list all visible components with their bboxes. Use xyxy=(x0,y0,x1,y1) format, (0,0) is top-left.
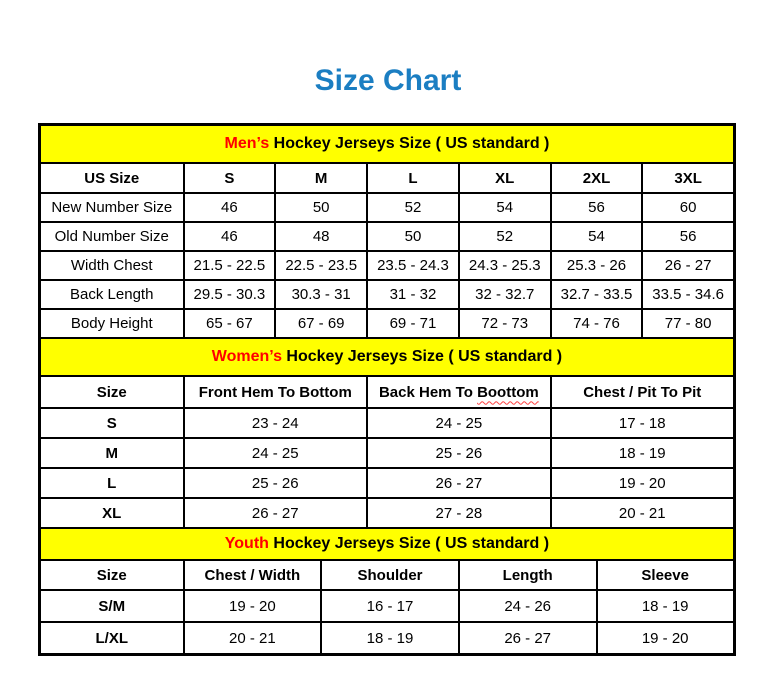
mens-band-rest: Hockey Jerseys Size ( US standard ) xyxy=(269,135,550,152)
table-cell: 52 xyxy=(459,222,551,251)
table-cell: 26 - 27 xyxy=(184,498,368,528)
table-cell: 29.5 - 30.3 xyxy=(184,280,276,309)
table-row xyxy=(40,622,735,655)
column-header: Sleeve xyxy=(597,560,735,590)
page-title: Size Chart xyxy=(314,64,462,97)
column-header: S xyxy=(184,163,276,193)
table-cell: 54 xyxy=(551,222,643,251)
table-cell: 54 xyxy=(459,193,551,222)
womens-band-highlight: Women’s xyxy=(211,348,282,365)
womens-band-cell xyxy=(40,338,735,376)
table-cell: 24 - 25 xyxy=(367,408,551,438)
table-cell: 24 - 25 xyxy=(184,438,368,468)
table-cell: 20 - 21 xyxy=(551,498,735,528)
row-label: Width Chest xyxy=(40,251,184,280)
table-cell: 46 xyxy=(184,193,276,222)
table-cell: 22.5 - 23.5 xyxy=(275,251,367,280)
row-label: L/XL xyxy=(40,622,184,655)
row-label: Body Height xyxy=(40,309,184,338)
row-label: XL xyxy=(40,498,184,528)
mens-section-header xyxy=(40,125,735,194)
table-cell: 77 - 80 xyxy=(642,309,734,338)
mens-band-row xyxy=(40,125,735,164)
table-cell: 69 - 71 xyxy=(367,309,459,338)
table-cell: 65 - 67 xyxy=(184,309,276,338)
womens-band-row xyxy=(40,338,735,376)
column-header: Chest / Width xyxy=(184,560,322,590)
youth-header-row xyxy=(40,560,735,590)
table-cell: 24.3 - 25.3 xyxy=(459,251,551,280)
column-header-prefix: Back Hem To xyxy=(378,383,478,401)
row-label: Old Number Size xyxy=(40,222,184,251)
mens-table-body xyxy=(40,193,735,338)
row-label: Back Length xyxy=(40,280,184,309)
row-label: S/M xyxy=(40,590,184,622)
youth-band-rest: Hockey Jerseys Size ( US standard ) xyxy=(268,535,550,552)
table-cell: 25 - 26 xyxy=(367,438,551,468)
womens-band-rest: Hockey Jerseys Size ( US standard ) xyxy=(281,348,563,365)
table-cell: 30.3 - 31 xyxy=(275,280,367,309)
table-cell: 20 - 21 xyxy=(184,622,322,655)
column-header: Size xyxy=(40,560,184,590)
table-cell: 16 - 17 xyxy=(321,590,459,622)
table-cell: 18 - 19 xyxy=(551,438,735,468)
table-cell: 33.5 - 34.6 xyxy=(642,280,734,309)
mens-band-cell xyxy=(40,125,735,164)
table-cell: 25.3 - 26 xyxy=(551,251,643,280)
column-header: L xyxy=(367,163,459,193)
womens-table-body xyxy=(40,408,735,528)
row-label: M xyxy=(40,438,184,468)
table-cell: 46 xyxy=(184,222,276,251)
youth-section-header xyxy=(40,528,735,590)
table-cell: 18 - 19 xyxy=(321,622,459,655)
table-cell: 26 - 27 xyxy=(642,251,734,280)
column-header: 2XL xyxy=(551,163,643,193)
table-cell: 26 - 27 xyxy=(367,468,551,498)
table-cell: 18 - 19 xyxy=(597,590,735,622)
mens-header-row xyxy=(40,163,735,193)
row-label: S xyxy=(40,408,184,438)
mens-band-highlight: Men’s xyxy=(224,135,270,152)
table-row xyxy=(40,309,735,338)
table-cell: 17 - 18 xyxy=(551,408,735,438)
column-header-misspelled xyxy=(367,376,551,408)
column-header: Shoulder xyxy=(321,560,459,590)
table-cell: 52 xyxy=(367,193,459,222)
table-row xyxy=(40,468,735,498)
table-row xyxy=(40,438,735,468)
row-label: New Number Size xyxy=(40,193,184,222)
table-cell: 25 - 26 xyxy=(184,468,368,498)
table-cell: 23 - 24 xyxy=(184,408,368,438)
table-cell: 19 - 20 xyxy=(184,590,322,622)
column-header: Length xyxy=(459,560,597,590)
table-cell: 19 - 20 xyxy=(551,468,735,498)
table-cell: 24 - 26 xyxy=(459,590,597,622)
table-row xyxy=(40,193,735,222)
table-cell: 72 - 73 xyxy=(459,309,551,338)
column-header: Front Hem To Bottom xyxy=(184,376,368,408)
column-header: Size xyxy=(40,376,184,408)
table-cell: 26 - 27 xyxy=(459,622,597,655)
table-cell: 32.7 - 33.5 xyxy=(551,280,643,309)
youth-band-cell xyxy=(40,528,735,560)
table-row xyxy=(40,251,735,280)
youth-band-highlight: Youth xyxy=(224,535,269,552)
table-cell: 50 xyxy=(367,222,459,251)
column-header: M xyxy=(275,163,367,193)
table-cell: 27 - 28 xyxy=(367,498,551,528)
table-row xyxy=(40,498,735,528)
womens-section-header xyxy=(40,338,735,408)
table-cell: 56 xyxy=(551,193,643,222)
table-cell: 21.5 - 22.5 xyxy=(184,251,276,280)
table-cell: 31 - 32 xyxy=(367,280,459,309)
table-cell: 19 - 20 xyxy=(597,622,735,655)
row-label: L xyxy=(40,468,184,498)
size-chart-table xyxy=(38,123,736,656)
youth-band-row xyxy=(40,528,735,560)
table-cell: 74 - 76 xyxy=(551,309,643,338)
table-cell: 32 - 32.7 xyxy=(459,280,551,309)
table-cell: 67 - 69 xyxy=(275,309,367,338)
table-cell: 23.5 - 24.3 xyxy=(367,251,459,280)
youth-table-body xyxy=(40,590,735,655)
column-header: Chest / Pit To Pit xyxy=(551,376,735,408)
table-row xyxy=(40,280,735,309)
table-row xyxy=(40,408,735,438)
table-row xyxy=(40,590,735,622)
table-cell: 56 xyxy=(642,222,734,251)
table-cell: 48 xyxy=(275,222,367,251)
womens-header-row xyxy=(40,376,735,408)
table-cell: 60 xyxy=(642,193,734,222)
misspelled-word: Boottom xyxy=(477,383,539,401)
table-row xyxy=(40,222,735,251)
column-header: 3XL xyxy=(642,163,734,193)
column-header: US Size xyxy=(40,163,184,193)
table-cell: 50 xyxy=(275,193,367,222)
column-header: XL xyxy=(459,163,551,193)
